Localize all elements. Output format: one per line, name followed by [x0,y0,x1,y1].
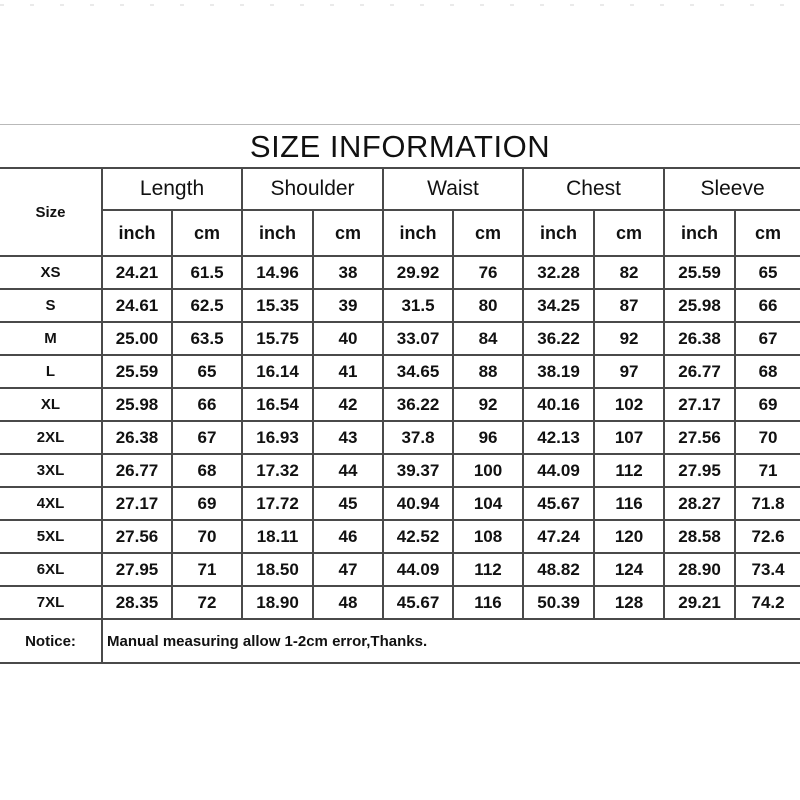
cell-waist-inch: 31.5 [383,289,453,322]
cell-sleeve-cm: 70 [735,421,800,454]
cell-chest-cm: 97 [594,355,664,388]
cell-shoulder-inch: 16.93 [242,421,313,454]
cell-waist-inch: 40.94 [383,487,453,520]
cell-length-inch: 25.00 [102,322,172,355]
cell-shoulder-inch: 18.90 [242,586,313,619]
cell-waist-cm: 104 [453,487,523,520]
chart-title: SIZE INFORMATION [0,124,800,167]
size-table-body [0,256,800,619]
cell-chest-cm: 120 [594,520,664,553]
cell-shoulder-cm: 47 [313,553,383,586]
table-row [0,421,800,454]
cell-shoulder-inch: 18.50 [242,553,313,586]
cell-chest-inch: 50.39 [523,586,594,619]
cell-length-cm: 62.5 [172,289,242,322]
unit-header-waist-cm: cm [453,210,523,256]
cell-length-cm: 65 [172,355,242,388]
unit-header-waist-inch: inch [383,210,453,256]
cell-length-cm: 63.5 [172,322,242,355]
table-row [0,520,800,553]
cell-waist-cm: 80 [453,289,523,322]
cell-chest-cm: 124 [594,553,664,586]
cell-shoulder-cm: 40 [313,322,383,355]
cell-shoulder-inch: 18.11 [242,520,313,553]
cell-waist-cm: 88 [453,355,523,388]
cell-length-cm: 69 [172,487,242,520]
cell-sleeve-inch: 27.95 [664,454,735,487]
cell-shoulder-cm: 45 [313,487,383,520]
cell-sleeve-cm: 68 [735,355,800,388]
cell-length-inch: 26.38 [102,421,172,454]
size-label: 3XL [0,454,102,487]
unit-header-row [0,210,800,256]
notice-label: Notice: [0,619,102,663]
cell-sleeve-inch: 26.77 [664,355,735,388]
unit-header-chest-cm: cm [594,210,664,256]
unit-header-shoulder-inch: inch [242,210,313,256]
cell-sleeve-cm: 71.8 [735,487,800,520]
cell-waist-inch: 33.07 [383,322,453,355]
cell-shoulder-inch: 17.72 [242,487,313,520]
cell-waist-inch: 37.8 [383,421,453,454]
cell-chest-inch: 42.13 [523,421,594,454]
cell-length-inch: 27.95 [102,553,172,586]
cell-length-cm: 68 [172,454,242,487]
cell-sleeve-inch: 26.38 [664,322,735,355]
cell-sleeve-cm: 73.4 [735,553,800,586]
cell-length-cm: 70 [172,520,242,553]
size-column-header: Size [0,168,102,256]
size-label: 5XL [0,520,102,553]
cell-shoulder-cm: 43 [313,421,383,454]
table-row [0,553,800,586]
cell-sleeve-inch: 29.21 [664,586,735,619]
cell-chest-inch: 32.28 [523,256,594,289]
cell-chest-cm: 128 [594,586,664,619]
cell-waist-cm: 84 [453,322,523,355]
cell-chest-cm: 82 [594,256,664,289]
cell-chest-inch: 38.19 [523,355,594,388]
group-header-length: Length [102,168,242,210]
size-label: M [0,322,102,355]
cell-waist-cm: 92 [453,388,523,421]
cell-shoulder-cm: 42 [313,388,383,421]
unit-header-length-cm: cm [172,210,242,256]
cell-waist-inch: 36.22 [383,388,453,421]
unit-header-chest-inch: inch [523,210,594,256]
table-row [0,388,800,421]
unit-header-sleeve-inch: inch [664,210,735,256]
cell-shoulder-inch: 15.35 [242,289,313,322]
cell-sleeve-inch: 28.90 [664,553,735,586]
size-label: S [0,289,102,322]
cell-waist-inch: 44.09 [383,553,453,586]
cell-waist-cm: 116 [453,586,523,619]
cell-chest-inch: 47.24 [523,520,594,553]
cell-waist-inch: 34.65 [383,355,453,388]
table-row [0,355,800,388]
size-label: 4XL [0,487,102,520]
cell-sleeve-cm: 67 [735,322,800,355]
cell-shoulder-inch: 14.96 [242,256,313,289]
cell-waist-cm: 100 [453,454,523,487]
table-row [0,586,800,619]
group-header-chest: Chest [523,168,664,210]
cell-chest-cm: 92 [594,322,664,355]
cell-sleeve-cm: 66 [735,289,800,322]
cell-chest-cm: 102 [594,388,664,421]
table-row [0,322,800,355]
cell-sleeve-cm: 69 [735,388,800,421]
size-label: 6XL [0,553,102,586]
cell-length-inch: 28.35 [102,586,172,619]
unit-header-sleeve-cm: cm [735,210,800,256]
cell-shoulder-cm: 39 [313,289,383,322]
cell-sleeve-inch: 27.17 [664,388,735,421]
size-table [0,167,800,664]
cell-shoulder-inch: 17.32 [242,454,313,487]
cell-chest-inch: 45.67 [523,487,594,520]
notice-text: Manual measuring allow 1-2cm error,Thanks. [102,619,800,663]
table-row [0,256,800,289]
size-label: XL [0,388,102,421]
cell-length-inch: 24.21 [102,256,172,289]
cell-length-cm: 66 [172,388,242,421]
cell-sleeve-inch: 28.58 [664,520,735,553]
cell-sleeve-inch: 28.27 [664,487,735,520]
cell-chest-inch: 48.82 [523,553,594,586]
cell-chest-inch: 44.09 [523,454,594,487]
cell-sleeve-inch: 25.59 [664,256,735,289]
cell-length-cm: 67 [172,421,242,454]
cell-waist-inch: 45.67 [383,586,453,619]
cell-length-cm: 71 [172,553,242,586]
group-header-sleeve: Sleeve [664,168,800,210]
cell-waist-cm: 76 [453,256,523,289]
cell-chest-cm: 107 [594,421,664,454]
cell-shoulder-cm: 46 [313,520,383,553]
cell-chest-inch: 36.22 [523,322,594,355]
table-row [0,454,800,487]
cell-length-inch: 25.98 [102,388,172,421]
cell-length-inch: 24.61 [102,289,172,322]
size-label: 2XL [0,421,102,454]
cell-chest-cm: 87 [594,289,664,322]
cell-sleeve-cm: 65 [735,256,800,289]
cell-waist-inch: 29.92 [383,256,453,289]
cell-shoulder-cm: 41 [313,355,383,388]
group-header-shoulder: Shoulder [242,168,383,210]
unit-header-length-inch: inch [102,210,172,256]
cell-sleeve-cm: 72.6 [735,520,800,553]
cell-shoulder-cm: 38 [313,256,383,289]
size-label: L [0,355,102,388]
cell-shoulder-inch: 15.75 [242,322,313,355]
cell-sleeve-inch: 27.56 [664,421,735,454]
table-row [0,289,800,322]
cell-sleeve-cm: 74.2 [735,586,800,619]
cell-chest-cm: 116 [594,487,664,520]
cell-length-inch: 26.77 [102,454,172,487]
cell-waist-inch: 39.37 [383,454,453,487]
cell-sleeve-cm: 71 [735,454,800,487]
measurement-header-row [0,168,800,210]
notice-row [0,619,800,663]
cell-shoulder-inch: 16.54 [242,388,313,421]
cell-length-inch: 25.59 [102,355,172,388]
cell-length-inch: 27.17 [102,487,172,520]
cell-sleeve-inch: 25.98 [664,289,735,322]
cell-shoulder-cm: 44 [313,454,383,487]
cell-shoulder-inch: 16.14 [242,355,313,388]
cell-waist-inch: 42.52 [383,520,453,553]
cell-chest-inch: 34.25 [523,289,594,322]
size-chart [0,124,800,664]
cell-waist-cm: 112 [453,553,523,586]
unit-header-shoulder-cm: cm [313,210,383,256]
cell-shoulder-cm: 48 [313,586,383,619]
cell-chest-cm: 112 [594,454,664,487]
group-header-waist: Waist [383,168,523,210]
cell-waist-cm: 96 [453,421,523,454]
cell-length-inch: 27.56 [102,520,172,553]
size-label: 7XL [0,586,102,619]
cell-length-cm: 72 [172,586,242,619]
cell-length-cm: 61.5 [172,256,242,289]
size-label: XS [0,256,102,289]
table-row [0,487,800,520]
cell-waist-cm: 108 [453,520,523,553]
top-edge-artifact [0,4,800,6]
cell-chest-inch: 40.16 [523,388,594,421]
